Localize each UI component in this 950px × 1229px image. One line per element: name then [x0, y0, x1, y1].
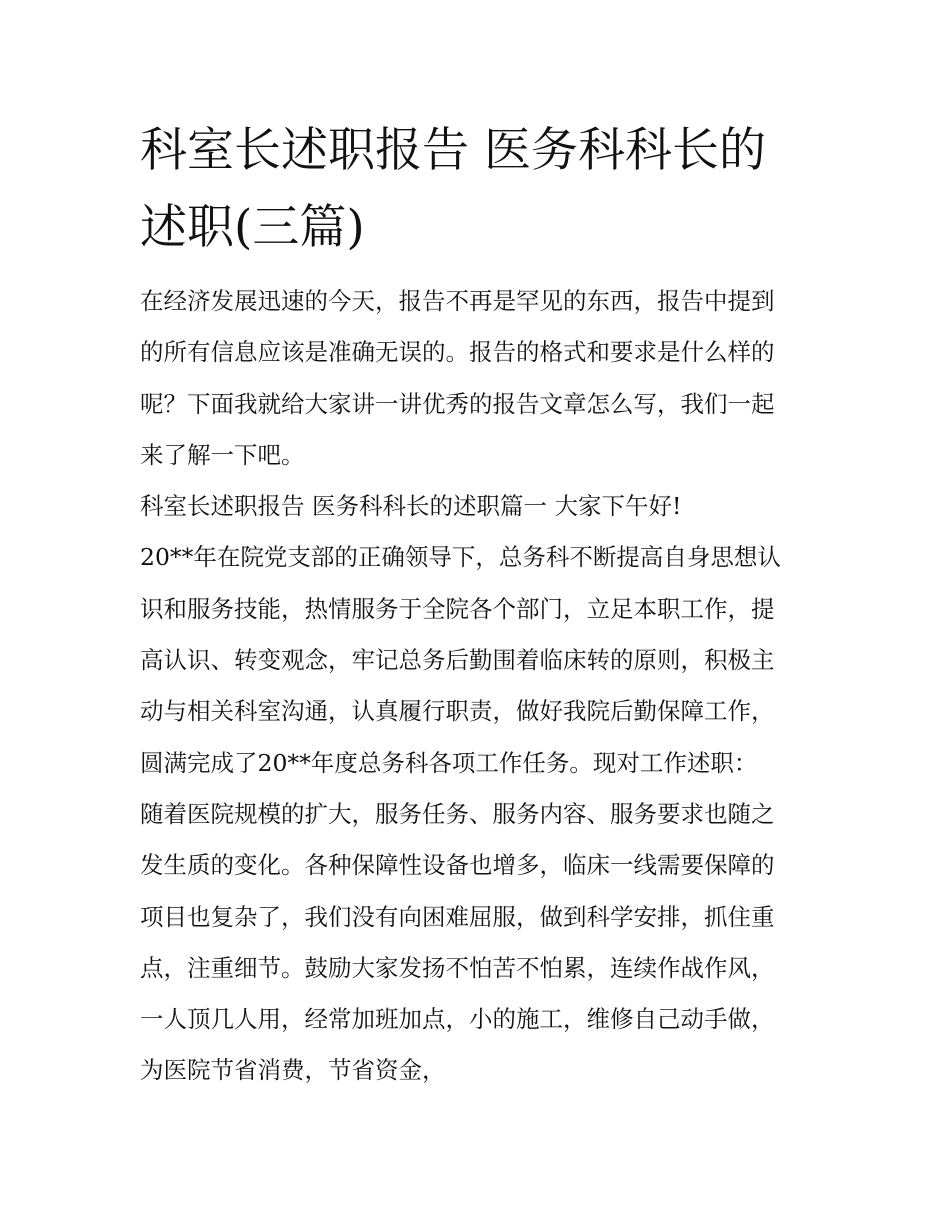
body-paragraph: [140, 532, 812, 788]
document-title: [140, 112, 812, 266]
title-line: 述职(三篇): [140, 200, 365, 255]
text-line: 发生质的变化。各种保障性设备也增多，临床一线需要保障的: [140, 851, 775, 880]
body-paragraph: [140, 789, 812, 1097]
text-line: 为医院节省消费，节省资金，: [140, 1056, 446, 1085]
text-line: 随着医院规模的扩大，服务任务、服务内容、服务要求也随之: [140, 799, 775, 828]
text-line: 圆满完成了20**年度总务科各项工作任务。现对工作述职：: [140, 748, 758, 777]
intro-paragraph: [140, 276, 812, 481]
text-line: 动与相关科室沟通，认真履行职责，做好我院后勤保障工作，: [140, 697, 775, 726]
text-line: 识和服务技能，热情服务于全院各个部门，立足本职工作，提: [140, 594, 775, 623]
document-body: [140, 276, 812, 1097]
text-line: 高认识、转变观念，牢记总务后勤围着临床转的原则，积极主: [140, 646, 775, 675]
text-line: 呢？下面我就给大家讲一讲优秀的报告文章怎么写，我们一起: [140, 389, 775, 418]
text-line: 项目也复杂了，我们没有向困难屈服，做到科学安排，抓住重: [140, 902, 775, 931]
text-line: 点，注重细节。鼓励大家发扬不怕苦不怕累，连续作战作风，: [140, 953, 775, 982]
section-heading-paragraph: [140, 481, 812, 532]
document-content: [140, 112, 812, 1097]
text-line: 在经济发展迅速的今天，报告不再是罕见的东西，报告中提到: [140, 287, 775, 315]
text-line: 一人顶几人用，经常加班加点，小的施工，维修自己动手做，: [140, 1005, 775, 1034]
text-line: 20**年在院党支部的正确领导下，总务科不断提高自身思想认: [140, 543, 781, 572]
text-line: 科室长述职报告 医务科科长的述职篇一 大家下午好!: [140, 492, 682, 521]
text-line: 的所有信息应该是准确无误的。报告的格式和要求是什么样的: [140, 338, 775, 367]
text-line: 来了解一下吧。: [140, 440, 305, 469]
title-line: 科室长述职报告 医务科科长的: [140, 123, 766, 178]
